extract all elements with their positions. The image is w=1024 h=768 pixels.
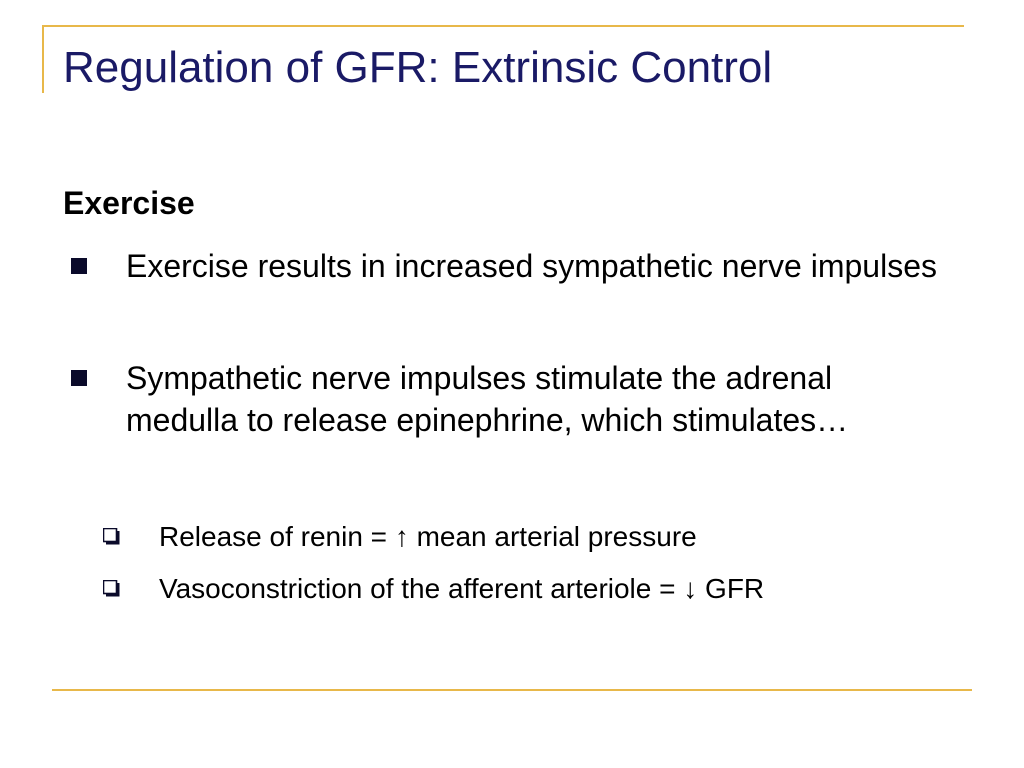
bullet-text: Sympathetic nerve impulses stimulate the adrenal medulla to release epinephrine, which stimulates… [126, 360, 849, 438]
checkbox-bullet-icon [103, 528, 120, 545]
bullet-text: Exercise results in increased sympathetic nerve impulses [126, 248, 937, 284]
sub-bullet-item-2 [103, 571, 963, 607]
top-accent-rule [42, 25, 964, 27]
bullet-item-1 [63, 245, 943, 287]
bullet-item-2 [63, 357, 943, 441]
left-accent-rule [42, 25, 44, 93]
slide-title: Regulation of GFR: Extrinsic Control [63, 43, 773, 92]
sub-bullet-text: Vasoconstriction of the afferent arteriole = ↓ GFR [159, 573, 765, 604]
sub-bullet-text: Release of renin = ↑ mean arterial pressure [159, 521, 697, 552]
square-bullet-icon [71, 258, 87, 274]
sub-bullet-item-1 [103, 519, 963, 555]
square-bullet-icon [71, 370, 87, 386]
bottom-accent-rule [52, 689, 972, 691]
section-heading: Exercise [63, 185, 195, 221]
checkbox-bullet-icon [103, 580, 120, 597]
